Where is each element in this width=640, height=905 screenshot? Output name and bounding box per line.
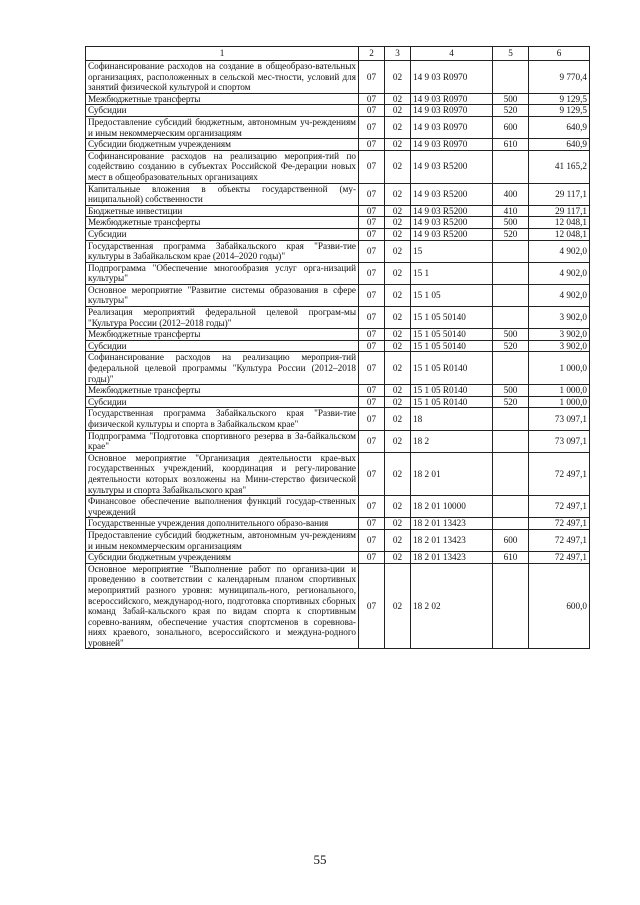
header-col-2: 2 — [359, 47, 385, 61]
target-article-cell: 18 — [411, 408, 493, 430]
target-article-cell: 14 9 03 R0970 — [411, 93, 493, 105]
row-name-cell: Субсидии — [86, 340, 359, 352]
amount-cell: 600,0 — [529, 563, 590, 649]
amount-cell: 29 117,1 — [529, 205, 590, 217]
section-code-cell: 07 — [359, 150, 385, 183]
amount-cell: 4 902,0 — [529, 240, 590, 262]
subsection-code-cell: 02 — [385, 262, 411, 284]
subsection-code-cell: 02 — [385, 552, 411, 564]
amount-cell: 9 129,5 — [529, 105, 590, 117]
amount-cell: 9 770,4 — [529, 61, 590, 94]
target-article-cell: 18 2 — [411, 430, 493, 452]
subsection-code-cell: 02 — [385, 240, 411, 262]
table-row — [86, 563, 590, 649]
subsection-code-cell: 02 — [385, 329, 411, 341]
expense-type-cell: 410 — [493, 205, 529, 217]
row-name-cell: Межбюджетные трансферты — [86, 385, 359, 397]
row-name-cell: Основное мероприятие "Развитие системы образования в сфере культуры" — [86, 284, 359, 306]
table-row — [86, 61, 590, 94]
row-name-cell: Субсидии — [86, 105, 359, 117]
table-row — [86, 205, 590, 217]
target-article-cell: 14 9 03 R0970 — [411, 139, 493, 151]
target-article-cell: 15 1 05 50140 — [411, 307, 493, 329]
subsection-code-cell: 02 — [385, 352, 411, 385]
amount-cell: 12 048,1 — [529, 228, 590, 240]
expense-type-cell: 520 — [493, 340, 529, 352]
subsection-code-cell: 02 — [385, 563, 411, 649]
section-code-cell: 07 — [359, 262, 385, 284]
target-article-cell: 18 2 01 — [411, 452, 493, 495]
expense-type-cell: 520 — [493, 396, 529, 408]
target-article-cell: 14 9 03 R0970 — [411, 61, 493, 94]
section-code-cell: 07 — [359, 217, 385, 229]
table-row — [86, 116, 590, 138]
row-name-cell: Субсидии бюджетным учреждениям — [86, 139, 359, 151]
target-article-cell: 15 1 05 R0140 — [411, 385, 493, 397]
target-article-cell: 18 2 02 — [411, 563, 493, 649]
section-code-cell: 07 — [359, 430, 385, 452]
table-row — [86, 307, 590, 329]
section-code-cell: 07 — [359, 563, 385, 649]
expense-type-cell: 520 — [493, 105, 529, 117]
target-article-cell: 15 — [411, 240, 493, 262]
subsection-code-cell: 02 — [385, 183, 411, 205]
subsection-code-cell: 02 — [385, 139, 411, 151]
expense-type-cell — [493, 352, 529, 385]
row-name-cell: Подпрограмма "Обеспечение многообразия услуг орга-низаций культуры" — [86, 262, 359, 284]
expense-type-cell: 600 — [493, 529, 529, 551]
amount-cell: 4 902,0 — [529, 262, 590, 284]
header-col-4: 4 — [411, 47, 493, 61]
header-col-5: 5 — [493, 47, 529, 61]
section-code-cell: 07 — [359, 408, 385, 430]
amount-cell: 9 129,5 — [529, 93, 590, 105]
table-row — [86, 329, 590, 341]
table-row — [86, 430, 590, 452]
row-name-cell: Межбюджетные трансферты — [86, 329, 359, 341]
row-name-cell: Софинансирование расходов на реализацию мероприя-тий федеральной целевой программы "Культура России (2012–2018 годы)" — [86, 352, 359, 385]
table-row — [86, 105, 590, 117]
subsection-code-cell: 02 — [385, 396, 411, 408]
row-name-cell: Основное мероприятие "Организация деятельности крае-вых государственных учреждений, координация и регу-лирование деятельности которых возложены на Мини-стерство физической культуры и спорта Забайкальского края" — [86, 452, 359, 495]
row-name-cell: Софинансирование расходов на создание в общеобразо-вательных организациях, расположенных в сельской мес-тности, условий для занятий физической культурой и спортом — [86, 61, 359, 94]
expense-type-cell: 520 — [493, 228, 529, 240]
subsection-code-cell: 02 — [385, 452, 411, 495]
table-row — [86, 183, 590, 205]
expense-type-cell — [493, 150, 529, 183]
expense-type-cell — [493, 452, 529, 495]
table-header-row — [86, 47, 590, 61]
table-row — [86, 396, 590, 408]
row-name-cell: Межбюджетные трансферты — [86, 93, 359, 105]
amount-cell: 1 000,0 — [529, 396, 590, 408]
amount-cell: 73 097,1 — [529, 430, 590, 452]
target-article-cell: 15 1 — [411, 262, 493, 284]
table-row — [86, 408, 590, 430]
amount-cell: 72 497,1 — [529, 518, 590, 530]
section-code-cell: 07 — [359, 385, 385, 397]
subsection-code-cell: 02 — [385, 340, 411, 352]
section-code-cell: 07 — [359, 183, 385, 205]
section-code-cell: 07 — [359, 93, 385, 105]
expense-type-cell — [493, 61, 529, 94]
expense-type-cell: 500 — [493, 329, 529, 341]
expense-type-cell: 500 — [493, 217, 529, 229]
row-name-cell: Предоставление субсидий бюджетным, автономным уч-реждениям и иным некоммерческим организациям — [86, 529, 359, 551]
table-row — [86, 385, 590, 397]
amount-cell: 640,9 — [529, 139, 590, 151]
target-article-cell: 15 1 05 50140 — [411, 329, 493, 341]
section-code-cell: 07 — [359, 552, 385, 564]
expense-type-cell — [493, 262, 529, 284]
expense-type-cell — [493, 284, 529, 306]
row-name-cell: Реализация мероприятий федеральной целевой програм-мы "Культура России (2012–2018 годы)" — [86, 307, 359, 329]
amount-cell: 640,9 — [529, 116, 590, 138]
section-code-cell: 07 — [359, 61, 385, 94]
row-name-cell: Финансовое обеспечение выполнения функций государ-ственных учреждений — [86, 496, 359, 518]
expense-type-cell: 500 — [493, 385, 529, 397]
target-article-cell: 14 9 03 R0970 — [411, 105, 493, 117]
subsection-code-cell: 02 — [385, 205, 411, 217]
subsection-code-cell: 02 — [385, 61, 411, 94]
table-row — [86, 352, 590, 385]
table-row — [86, 496, 590, 518]
table-row — [86, 529, 590, 551]
table-row — [86, 518, 590, 530]
table-row — [86, 262, 590, 284]
expense-type-cell: 500 — [493, 93, 529, 105]
section-code-cell: 07 — [359, 284, 385, 306]
row-name-cell: Субсидии бюджетным учреждениям — [86, 552, 359, 564]
section-code-cell: 07 — [359, 307, 385, 329]
amount-cell: 3 902,0 — [529, 307, 590, 329]
section-code-cell: 07 — [359, 518, 385, 530]
subsection-code-cell: 02 — [385, 217, 411, 229]
subsection-code-cell: 02 — [385, 116, 411, 138]
subsection-code-cell: 02 — [385, 529, 411, 551]
target-article-cell: 18 2 01 13423 — [411, 552, 493, 564]
amount-cell: 12 048,1 — [529, 217, 590, 229]
target-article-cell: 14 9 03 R5200 — [411, 228, 493, 240]
section-code-cell: 07 — [359, 352, 385, 385]
section-code-cell: 07 — [359, 228, 385, 240]
amount-cell: 41 165,2 — [529, 150, 590, 183]
section-code-cell: 07 — [359, 139, 385, 151]
row-name-cell: Бюджетные инвестиции — [86, 205, 359, 217]
target-article-cell: 15 1 05 R0140 — [411, 352, 493, 385]
subsection-code-cell: 02 — [385, 496, 411, 518]
row-name-cell: Государственная программа Забайкальского края "Разви-тие физической культуры и спорта в Забайкальском крае" — [86, 408, 359, 430]
subsection-code-cell: 02 — [385, 307, 411, 329]
target-article-cell: 14 9 03 R5200 — [411, 150, 493, 183]
row-name-cell: Предоставление субсидий бюджетным, автономным уч-реждениям и иным некоммерческим организациям — [86, 116, 359, 138]
expense-type-cell — [493, 408, 529, 430]
amount-cell: 29 117,1 — [529, 183, 590, 205]
amount-cell: 73 097,1 — [529, 408, 590, 430]
target-article-cell: 15 1 05 — [411, 284, 493, 306]
row-name-cell: Софинансирование расходов на реализацию мероприя-тий по содействию созданию в субъектах Российской Фе-дерации новых мест в общеобразовательных организациях — [86, 150, 359, 183]
section-code-cell: 07 — [359, 496, 385, 518]
table-row — [86, 552, 590, 564]
table-row — [86, 93, 590, 105]
section-code-cell: 07 — [359, 329, 385, 341]
budget-table-body — [86, 47, 590, 649]
subsection-code-cell: 02 — [385, 228, 411, 240]
target-article-cell: 14 9 03 R5200 — [411, 183, 493, 205]
table-row — [86, 240, 590, 262]
subsection-code-cell: 02 — [385, 518, 411, 530]
expense-type-cell: 600 — [493, 116, 529, 138]
row-name-cell: Государственные учреждения дополнительного образо-вания — [86, 518, 359, 530]
page-number: 55 — [313, 852, 327, 867]
table-row — [86, 139, 590, 151]
target-article-cell: 14 9 03 R5200 — [411, 205, 493, 217]
table-row — [86, 150, 590, 183]
expense-type-cell — [493, 430, 529, 452]
row-name-cell: Подпрограмма "Подготовка спортивного резерва в За-байкальском крае" — [86, 430, 359, 452]
target-article-cell: 15 1 05 50140 — [411, 340, 493, 352]
amount-cell: 1 000,0 — [529, 352, 590, 385]
section-code-cell: 07 — [359, 396, 385, 408]
table-row — [86, 228, 590, 240]
expense-type-cell — [493, 563, 529, 649]
amount-cell: 3 902,0 — [529, 329, 590, 341]
target-article-cell: 15 1 05 R0140 — [411, 396, 493, 408]
target-article-cell: 18 2 01 13423 — [411, 529, 493, 551]
header-col-3: 3 — [385, 47, 411, 61]
amount-cell: 72 497,1 — [529, 452, 590, 495]
header-col-1: 1 — [86, 47, 359, 61]
subsection-code-cell: 02 — [385, 105, 411, 117]
section-code-cell: 07 — [359, 240, 385, 262]
table-row — [86, 452, 590, 495]
row-name-cell: Субсидии — [86, 228, 359, 240]
subsection-code-cell: 02 — [385, 408, 411, 430]
table-row — [86, 340, 590, 352]
amount-cell: 72 497,1 — [529, 496, 590, 518]
amount-cell: 72 497,1 — [529, 552, 590, 564]
section-code-cell: 07 — [359, 116, 385, 138]
target-article-cell: 18 2 01 13423 — [411, 518, 493, 530]
section-code-cell: 07 — [359, 105, 385, 117]
amount-cell: 4 902,0 — [529, 284, 590, 306]
table-row — [86, 284, 590, 306]
amount-cell: 1 000,0 — [529, 385, 590, 397]
expense-type-cell: 610 — [493, 139, 529, 151]
amount-cell: 3 902,0 — [529, 340, 590, 352]
section-code-cell: 07 — [359, 529, 385, 551]
subsection-code-cell: 02 — [385, 93, 411, 105]
row-name-cell: Межбюджетные трансферты — [86, 217, 359, 229]
expense-type-cell: 610 — [493, 552, 529, 564]
amount-cell: 72 497,1 — [529, 529, 590, 551]
subsection-code-cell: 02 — [385, 150, 411, 183]
row-name-cell: Капитальные вложения в объекты государственной (му-ниципальной) собственности — [86, 183, 359, 205]
row-name-cell: Субсидии — [86, 396, 359, 408]
target-article-cell: 14 9 03 R5200 — [411, 217, 493, 229]
subsection-code-cell: 02 — [385, 385, 411, 397]
expense-type-cell — [493, 307, 529, 329]
header-col-6: 6 — [529, 47, 590, 61]
section-code-cell: 07 — [359, 452, 385, 495]
table-row — [86, 217, 590, 229]
target-article-cell: 18 2 01 10000 — [411, 496, 493, 518]
row-name-cell: Основное мероприятие "Выполнение работ по организа-ции и проведению в соответствии с календарным планом спортивных мероприятий разного уровня: муниципаль-ного, регионального, всероссийского, международ-ного, подготовка спортивных сборных команд Забай-кальского края по видам спорта к спортивным соревно-ваниям, обеспечение участия спортсменов в соревнова-ниях краевого, зонального, всероссийского и междуна-родного уровней" — [86, 563, 359, 649]
subsection-code-cell: 02 — [385, 430, 411, 452]
section-code-cell: 07 — [359, 205, 385, 217]
row-name-cell: Государственная программа Забайкальского края "Разви-тие культуры в Забайкальском крае (2014–2020 годы)" — [86, 240, 359, 262]
expense-type-cell — [493, 496, 529, 518]
expense-type-cell: 400 — [493, 183, 529, 205]
budget-table — [85, 46, 590, 649]
expense-type-cell — [493, 518, 529, 530]
subsection-code-cell: 02 — [385, 284, 411, 306]
expense-type-cell — [493, 240, 529, 262]
section-code-cell: 07 — [359, 340, 385, 352]
target-article-cell: 14 9 03 R0970 — [411, 116, 493, 138]
